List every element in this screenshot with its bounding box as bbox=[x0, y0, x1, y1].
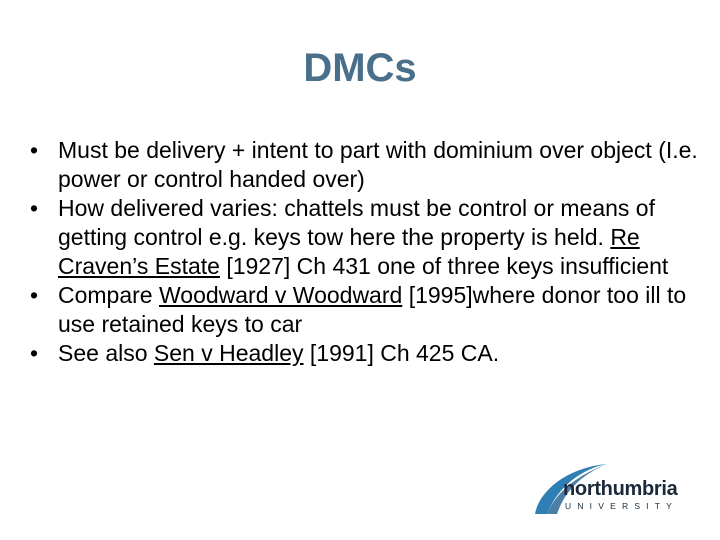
bullet-text-after: [1927] Ch 431 one of three keys insufficient bbox=[219, 253, 669, 279]
bullet-dot-icon: • bbox=[30, 137, 39, 163]
slide-title: DMCs bbox=[303, 46, 417, 90]
bullet-text: See also bbox=[58, 340, 154, 366]
bullet-text: Must be delivery + intent to part with dominium over object (I.e. power or control handed over) bbox=[58, 137, 698, 192]
bullet-item bbox=[30, 281, 698, 339]
university-logo bbox=[525, 458, 705, 518]
logo-subtitle: UNIVERSITY bbox=[565, 501, 679, 511]
bullet-text-after: [1991] Ch 425 CA. bbox=[303, 340, 500, 366]
bullet-dot-icon: • bbox=[30, 282, 39, 308]
case-citation: Sen v Headley bbox=[153, 340, 304, 366]
logo-wordmark: northumbria bbox=[563, 478, 678, 500]
case-citation: Re Craven’s Estate bbox=[58, 224, 640, 279]
bullet-item bbox=[30, 194, 698, 281]
bullet-text-after: [1995]where donor too ill to use retained keys to car bbox=[58, 282, 687, 337]
bullet-item bbox=[30, 339, 698, 368]
bullet-dot-icon: • bbox=[30, 340, 39, 366]
bullet-text: How delivered varies: chattels must be control or means of getting control e.g. keys tow here the property is held. bbox=[58, 195, 655, 250]
bullet-text: Compare bbox=[58, 282, 159, 308]
case-citation: Woodward v Woodward bbox=[158, 282, 403, 308]
bullet-dot-icon: • bbox=[30, 195, 39, 221]
bullet-item bbox=[30, 136, 698, 194]
bullet-list bbox=[30, 136, 698, 368]
